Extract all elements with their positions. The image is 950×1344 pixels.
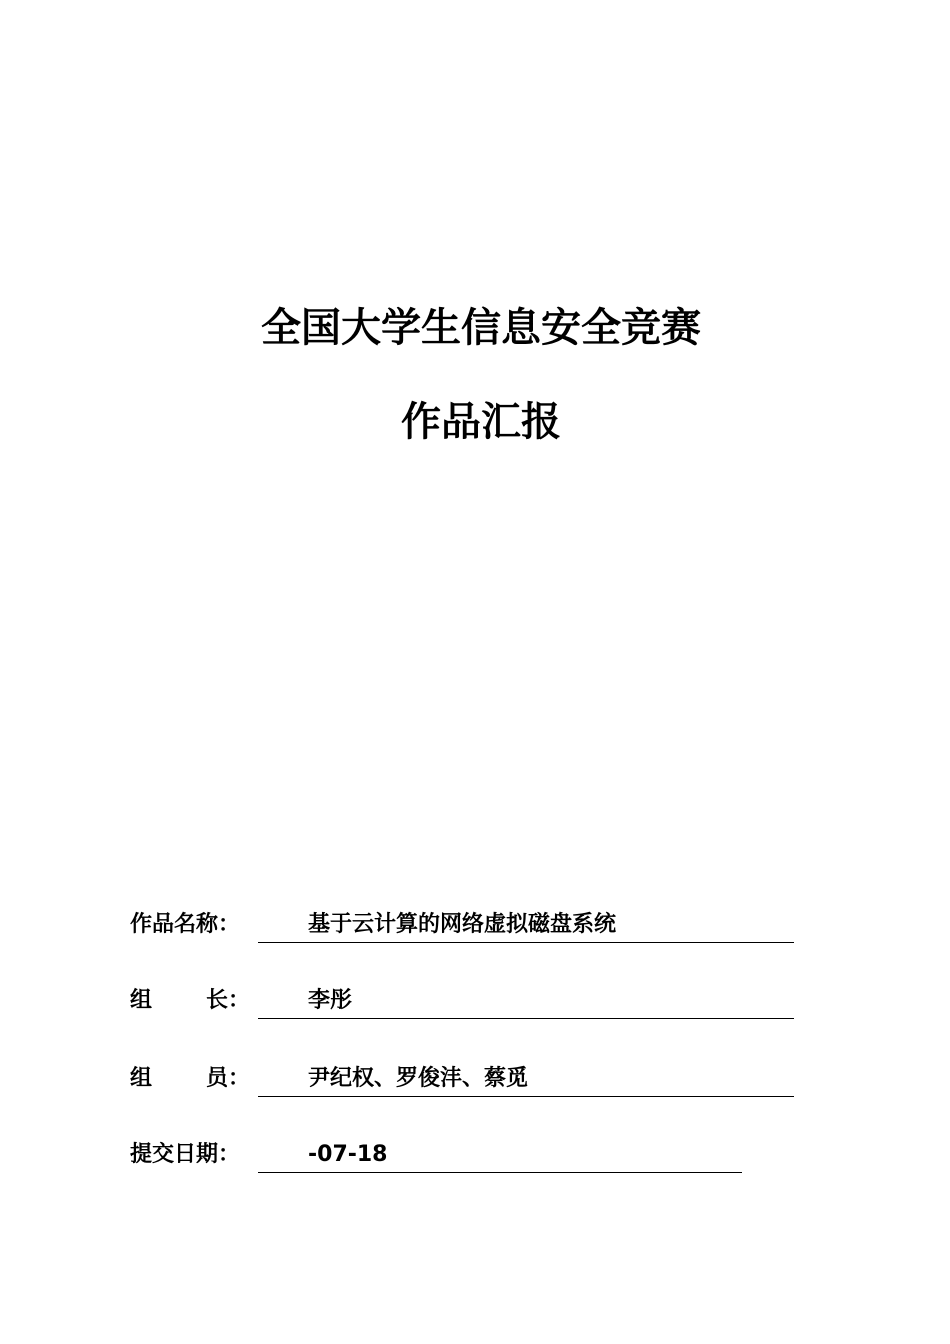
work-name-value: 基于云计算的网络虚拟磁盘系统 xyxy=(308,912,617,937)
submit-date-underline xyxy=(258,1140,742,1173)
members-value: 尹纪权、罗俊沣、蔡觅 xyxy=(308,1066,529,1091)
submit-date-label: 提交日期： xyxy=(130,1142,241,1167)
work-name-label: 作品名称： xyxy=(130,912,241,937)
leader-label-second: 长： xyxy=(206,988,251,1013)
members-underline xyxy=(258,1064,794,1097)
work-name-label-box xyxy=(130,910,258,940)
leader-label-box xyxy=(130,986,258,1016)
submit-date-value: -07-18 xyxy=(308,1142,388,1167)
leader-value: 李彤 xyxy=(308,988,353,1013)
leader-underline xyxy=(258,986,794,1019)
work-name-underline xyxy=(258,910,794,943)
document-subtitle: 作品汇报 xyxy=(401,399,561,445)
members-label-first: 组 xyxy=(130,1066,153,1091)
leader-label-first: 组 xyxy=(130,988,153,1013)
members-label-box xyxy=(130,1064,258,1094)
submit-date-label-box xyxy=(130,1140,258,1170)
document-title: 全国大学生信息安全竞赛 xyxy=(261,305,701,351)
members-label-second: 员： xyxy=(206,1066,251,1091)
